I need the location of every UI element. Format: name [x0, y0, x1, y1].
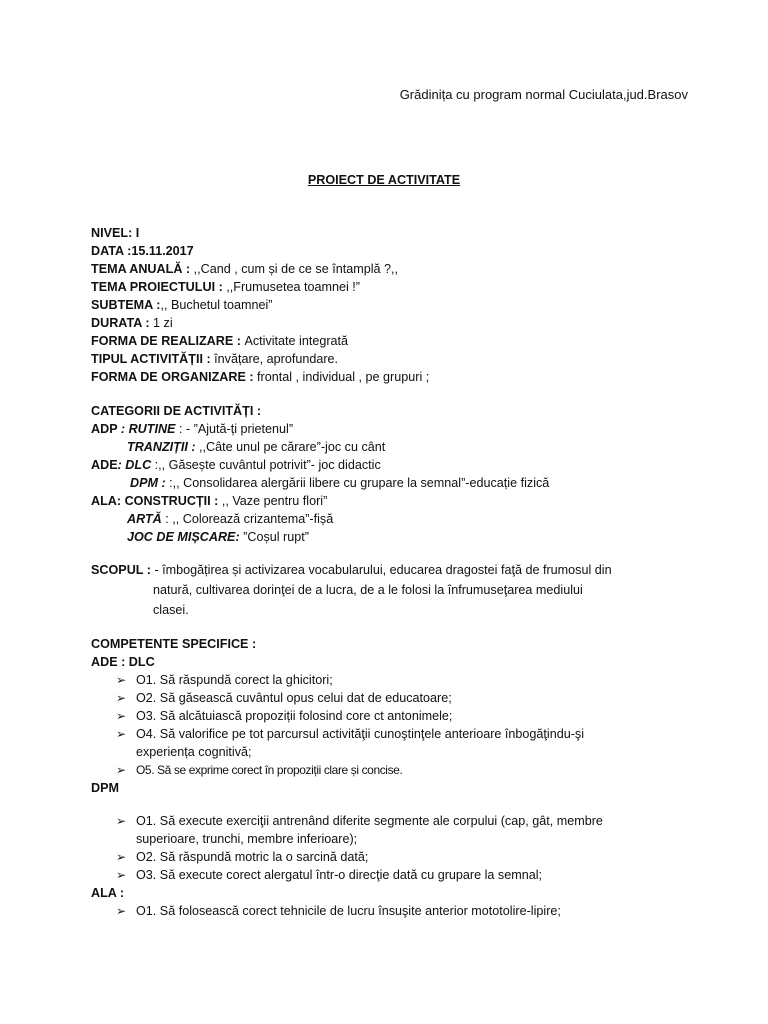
tema-anuala-label: TEMA ANUALĂ : [91, 262, 194, 276]
data-label: DATA : [91, 244, 132, 258]
ade-item-4: ➢ O4. Să valorifice pe tot parcursul activităţii cunoştinţele anterioare înbogăţindu-şi [116, 727, 585, 741]
dpm-item-3: ➢ O3. Să execute corect alergatul într-o direcţie dată cu grupare la semnal; [116, 868, 543, 882]
scopul-text-1: - îmbogățirea și activizarea vocabularului, educarea dragostei faţă de frumosul din [154, 563, 612, 577]
tipul-line [91, 350, 338, 368]
forma-realizare-value: Activitate integrată [244, 334, 349, 348]
arrow-bullet-icon: ➢ [116, 709, 127, 723]
joc-value: ”Coșul rupt” [239, 530, 309, 544]
ala-item-1: ➢ O1. Să folosească corect tehnicile de lucru însuşite anterior mototolire-lipire; [116, 904, 561, 918]
data-line [91, 242, 194, 260]
ade-item-2: ➢ O2. Să găsească cuvântul opus celui dat de educatoare; [116, 691, 452, 705]
data-value: 15.11.2017 [131, 244, 194, 258]
joc-line [127, 528, 309, 546]
adp-line [91, 420, 293, 438]
scopul-label: SCOPUL : [91, 563, 155, 577]
ala-label: ALA: CONSTRUCȚII : [91, 494, 219, 508]
scopul-line-2: natură, cultivarea dorinţei de a lucra, de a le folosi la înfrumuseţarea mediului [153, 583, 583, 597]
forma-organizare-line [91, 368, 429, 386]
dpm-item-1-cont: superioare, trunchi, membre inferioare); [136, 832, 358, 846]
tipul-value: învățare, aprofundare. [214, 352, 339, 366]
ade-item-5: ➢ O5. Să se exprime corect în propoziții clare și concise. [116, 763, 403, 777]
dpm-label: DPM : [130, 476, 166, 490]
ala-line [91, 492, 327, 510]
ade-item-3: ➢O3. Să alcătuiască propoziții folosind core ct antonimele; [116, 709, 453, 723]
categorii-heading: CATEGORII DE ACTIVITĂȚI : [91, 404, 262, 418]
tema-proiect-label: TEMA PROIECTULUI : [91, 280, 227, 294]
nivel-line: NIVEL: I [91, 226, 140, 240]
durata-label: DURATA : [91, 316, 154, 330]
tema-anuala-value: ,,Cand , cum și de ce se întamplă ?,, [193, 262, 399, 276]
arrow-bullet-icon: ➢ [116, 814, 127, 828]
competente-heading: COMPETENTE SPECIFICE : [91, 637, 257, 651]
arta-label: ARTĂ [127, 512, 162, 526]
arrow-bullet-icon: ➢ [116, 673, 127, 687]
arrow-bullet-icon: ➢ [116, 904, 127, 918]
ade-value: :,, Găsește cuvântul potrivit”- joc didactic [151, 458, 381, 472]
ade-line [91, 456, 381, 474]
arrow-bullet-icon: ➢ [116, 763, 127, 777]
scopul-line-1 [91, 560, 691, 580]
tranzitii-label: TRANZIȚII : [127, 440, 196, 454]
ade-label: ADE [91, 458, 118, 472]
document-title: PROIECT DE ACTIVITATE [307, 173, 461, 187]
joc-label: JOC DE MIȘCARE: [127, 530, 240, 544]
tranzitii-value: ,,Câte unul pe cărare”-joc cu cânt [195, 440, 386, 454]
durata-value: 1 zi [153, 316, 173, 330]
competente-dpm-heading: DPM [91, 781, 119, 795]
dpm-item-2: ➢ O2. Să răspundă motric la o sarcină dată; [116, 850, 369, 864]
competente-ade-heading: ADE : DLC [91, 655, 155, 669]
tipul-label: TIPUL ACTIVITĂȚII : [91, 352, 215, 366]
institution-header: Grădinița cu program normal Cuciulata,jud.Brasov [399, 87, 688, 102]
arrow-bullet-icon: ➢ [116, 727, 127, 741]
dpm-line [130, 474, 549, 492]
ade-item-4-cont: experiența cognitivă; [136, 745, 252, 759]
tema-anuala-line [91, 260, 398, 278]
forma-organizare-label: FORMA DE ORGANIZARE : [91, 370, 258, 384]
scopul-block [91, 560, 691, 620]
ade-sub: : DLC [117, 458, 152, 472]
tema-proiect-line [91, 278, 360, 296]
subtema-label: SUBTEMA : [91, 298, 161, 312]
arta-value: : ,, Colorează crizantema”-fișă [161, 512, 334, 526]
arrow-bullet-icon: ➢ [116, 691, 127, 705]
tranzitii-line [127, 438, 385, 456]
forma-organizare-value: frontal , individual , pe grupuri ; [257, 370, 430, 384]
forma-realizare-label: FORMA DE REALIZARE : [91, 334, 245, 348]
arrow-bullet-icon: ➢ [116, 868, 127, 882]
ala-value: ,, Vaze pentru flori” [218, 494, 328, 508]
arta-line [127, 510, 333, 528]
dpm-item-1: ➢ O1. Să execute exerciţii antrenând diferite segmente ale corpului (cap, gât, membre [116, 814, 603, 828]
arrow-bullet-icon: ➢ [116, 850, 127, 864]
subtema-value: ,, Buchetul toamnei” [160, 298, 273, 312]
adp-value: : - ”Ajută-ți prietenul” [175, 422, 294, 436]
tema-proiect-value: ,,Frumusetea toamnei !” [226, 280, 360, 294]
adp-label: ADP [91, 422, 121, 436]
ade-item-1: ➢ O1. Să răspundă corect la ghicitori; [116, 673, 333, 687]
dpm-value: :,, Consolidarea alergării libere cu grupare la semnal”-educație fizică [165, 476, 550, 490]
scopul-line-3: clasei. [153, 603, 189, 617]
adp-sub: : RUTINE [120, 422, 176, 436]
competente-ala-heading: ALA : [91, 886, 125, 900]
forma-realizare-line [91, 332, 348, 350]
subtema-line [91, 296, 273, 314]
durata-line [91, 314, 173, 332]
